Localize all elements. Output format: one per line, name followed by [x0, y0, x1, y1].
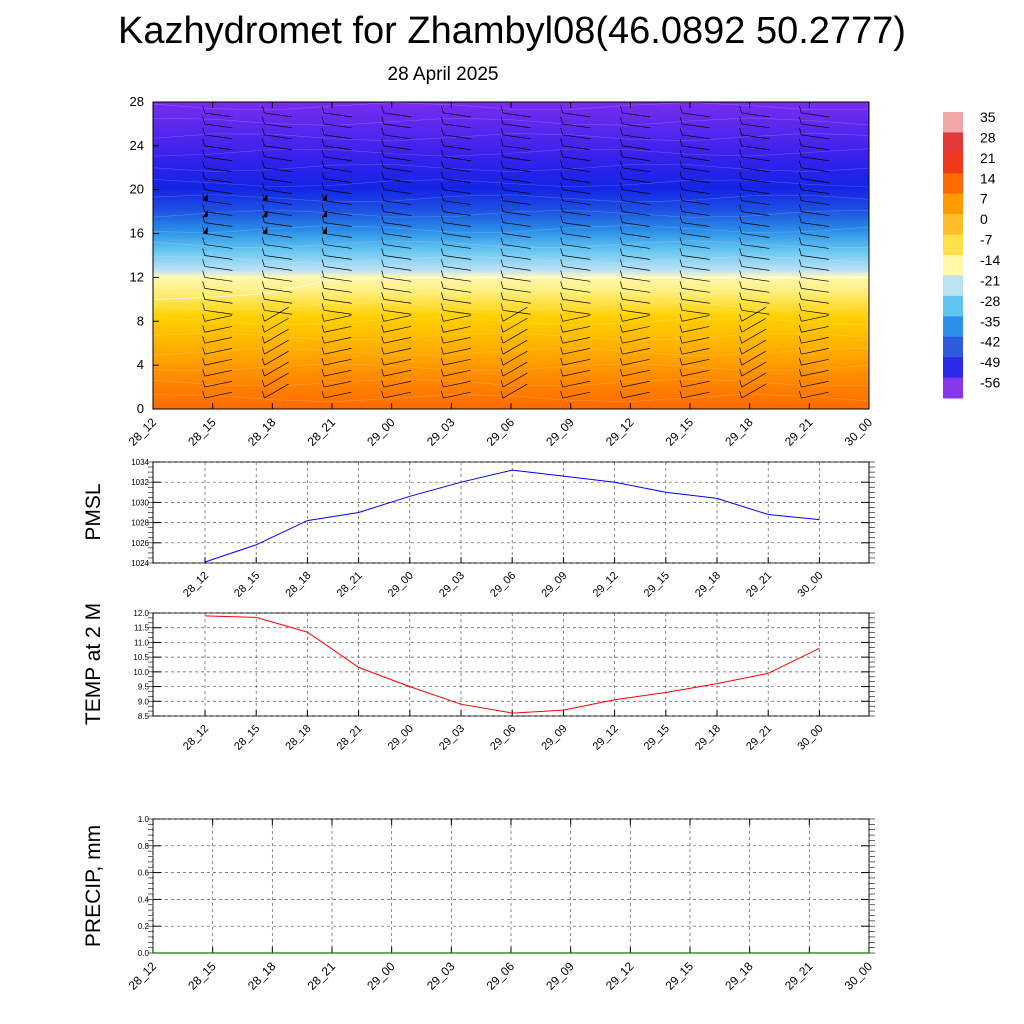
colorbar-swatch [943, 316, 963, 337]
x-tick-label: 29_03 [423, 415, 458, 449]
y-tick-label: 11.5 [134, 623, 149, 633]
pmsl-panel [82, 458, 875, 600]
page-title: Kazhydromet for Zhambyl08(46.0892 50.2777) [118, 10, 906, 52]
x-tick-label: 30_00 [841, 959, 876, 993]
colorbar-label: 7 [980, 190, 988, 207]
x-tick-label: 28_21 [304, 415, 339, 449]
x-tick-label: 29_00 [364, 959, 398, 993]
y-tick-label: 12 [129, 269, 144, 285]
colorbar-label: 28 [980, 129, 996, 146]
colorbar-swatch [943, 296, 963, 317]
x-tick-label: 29_18 [722, 415, 756, 449]
x-tick-label: 28_12 [181, 722, 212, 753]
colorbar-label: -35 [980, 313, 1001, 330]
x-tick-label: 29_18 [722, 959, 756, 993]
colorbar-label: 0 [980, 211, 988, 228]
x-tick-label: 28_18 [244, 959, 279, 993]
y-tick-label: 0.8 [137, 841, 149, 851]
colorbar-label: -14 [980, 252, 1001, 268]
x-tick-label: 29_03 [437, 722, 468, 753]
colorbar-swatch [943, 357, 963, 378]
x-tick-label: 28_15 [185, 959, 219, 993]
x-tick-label: 29_21 [744, 569, 775, 600]
colorbar-swatch [943, 275, 963, 296]
y-tick-label: 11.0 [134, 638, 149, 648]
precip-panel [82, 815, 875, 993]
y-axis-label: PRECIP, mm [82, 824, 105, 948]
y-axis-label: PMSL [82, 483, 105, 541]
colorbar-label: -56 [980, 374, 1001, 391]
x-tick-label: 29_03 [423, 959, 458, 993]
x-tick-label: 29_15 [662, 415, 697, 449]
colorbar-swatch [943, 173, 963, 194]
y-tick-label: 1.0 [137, 815, 149, 824]
x-tick-label: 28_18 [283, 569, 314, 600]
y-tick-label: 24 [129, 137, 144, 153]
x-tick-label: 29_06 [488, 569, 519, 600]
colorbar-swatch [943, 214, 963, 235]
colorbar-label: -28 [980, 292, 1001, 309]
y-tick-label: 1030 [131, 498, 149, 508]
y-tick-label: 9.0 [137, 697, 149, 707]
colorbar-swatch [943, 378, 963, 399]
y-tick-label: 1028 [131, 518, 149, 528]
x-tick-label: 29_00 [385, 569, 416, 600]
y-tick-label: 1026 [131, 538, 149, 548]
x-tick-label: 29_09 [539, 569, 570, 600]
x-tick-label: 29_09 [543, 959, 577, 993]
x-tick-label: 28_15 [232, 722, 263, 753]
x-tick-label: 29_21 [744, 722, 775, 753]
x-tick-label: 28_15 [185, 415, 219, 449]
x-tick-label: 29_21 [781, 415, 816, 449]
y-axis-label: TEMP at 2 M [82, 602, 105, 726]
y-tick-label: 20 [129, 181, 144, 197]
x-tick-label: 28_12 [181, 569, 212, 600]
date-subtitle: 28 April 2025 [387, 64, 499, 85]
x-tick-label: 29_00 [385, 722, 416, 753]
y-tick-label: 0.0 [137, 949, 149, 958]
y-tick-label: 12.0 [133, 609, 149, 618]
x-tick-label: 29_12 [602, 959, 637, 993]
x-tick-label: 28_21 [334, 722, 365, 753]
y-tick-label: 0.4 [137, 895, 149, 905]
x-tick-label: 29_15 [662, 959, 697, 993]
x-tick-label: 28_18 [283, 722, 314, 753]
temperature-field [153, 102, 869, 409]
x-tick-label: 30_00 [795, 569, 826, 600]
panel-frame [153, 613, 869, 716]
y-tick-label: 1024 [131, 559, 149, 568]
y-tick-label: 0 [136, 401, 144, 416]
x-tick-label: 29_18 [693, 722, 724, 753]
x-tick-label: 29_12 [590, 722, 621, 753]
y-tick-label: 8 [136, 313, 144, 329]
y-tick-label: 0.6 [137, 868, 149, 878]
colorbar-swatch [943, 337, 963, 358]
x-tick-label: 28_12 [125, 959, 160, 993]
colorbar-label: -21 [980, 272, 1001, 289]
x-tick-label: 29_00 [364, 415, 398, 449]
x-tick-label: 28_21 [304, 959, 339, 993]
x-tick-label: 28_12 [125, 415, 160, 449]
colorbar-label: 14 [980, 170, 996, 187]
colorbar-swatch [943, 255, 963, 276]
colorbar-label: -49 [980, 354, 1001, 371]
colorbar-label: 21 [980, 149, 996, 166]
y-tick-label: 8.5 [137, 712, 149, 721]
colorbar-label: -7 [980, 231, 993, 248]
y-tick-label: 10.5 [133, 653, 149, 663]
colorbar-swatch [943, 132, 963, 153]
y-tick-label: 16 [129, 225, 144, 241]
x-tick-label: 30_00 [795, 722, 826, 753]
x-tick-label: 29_09 [539, 722, 570, 753]
y-tick-label: 10.0 [133, 667, 149, 677]
x-tick-label: 29_21 [781, 959, 816, 993]
x-tick-label: 29_18 [693, 569, 724, 600]
x-tick-label: 29_09 [543, 415, 577, 449]
cross-section-panel [126, 94, 876, 449]
y-tick-label: 9.5 [137, 682, 149, 692]
x-tick-label: 29_15 [641, 569, 672, 600]
y-tick-label: 4 [136, 357, 144, 373]
x-tick-label: 29_03 [437, 569, 468, 600]
x-tick-label: 29_06 [483, 415, 518, 449]
x-tick-label: 29_06 [483, 959, 518, 993]
x-tick-label: 29_06 [488, 722, 519, 753]
temp2m-panel [82, 603, 875, 753]
colorbar-swatch [943, 153, 963, 174]
colorbar-swatch [943, 194, 963, 215]
x-tick-label: 28_18 [244, 415, 279, 449]
x-tick-label: 29_12 [602, 415, 637, 449]
colorbar [943, 109, 1000, 399]
colorbar-label: 35 [980, 109, 996, 125]
colorbar-swatch [943, 112, 963, 133]
y-tick-label: 1034 [131, 458, 149, 467]
y-tick-label: 1032 [131, 478, 149, 488]
colorbar-swatch [943, 235, 963, 256]
y-tick-label: 0.2 [137, 922, 149, 932]
x-tick-label: 29_12 [590, 569, 621, 600]
x-tick-label: 29_15 [641, 722, 672, 753]
x-tick-label: 28_21 [334, 569, 365, 600]
colorbar-label: -42 [980, 333, 1001, 350]
y-tick-label: 28 [129, 94, 144, 109]
x-tick-label: 28_15 [232, 569, 263, 600]
x-tick-label: 30_00 [841, 415, 876, 449]
